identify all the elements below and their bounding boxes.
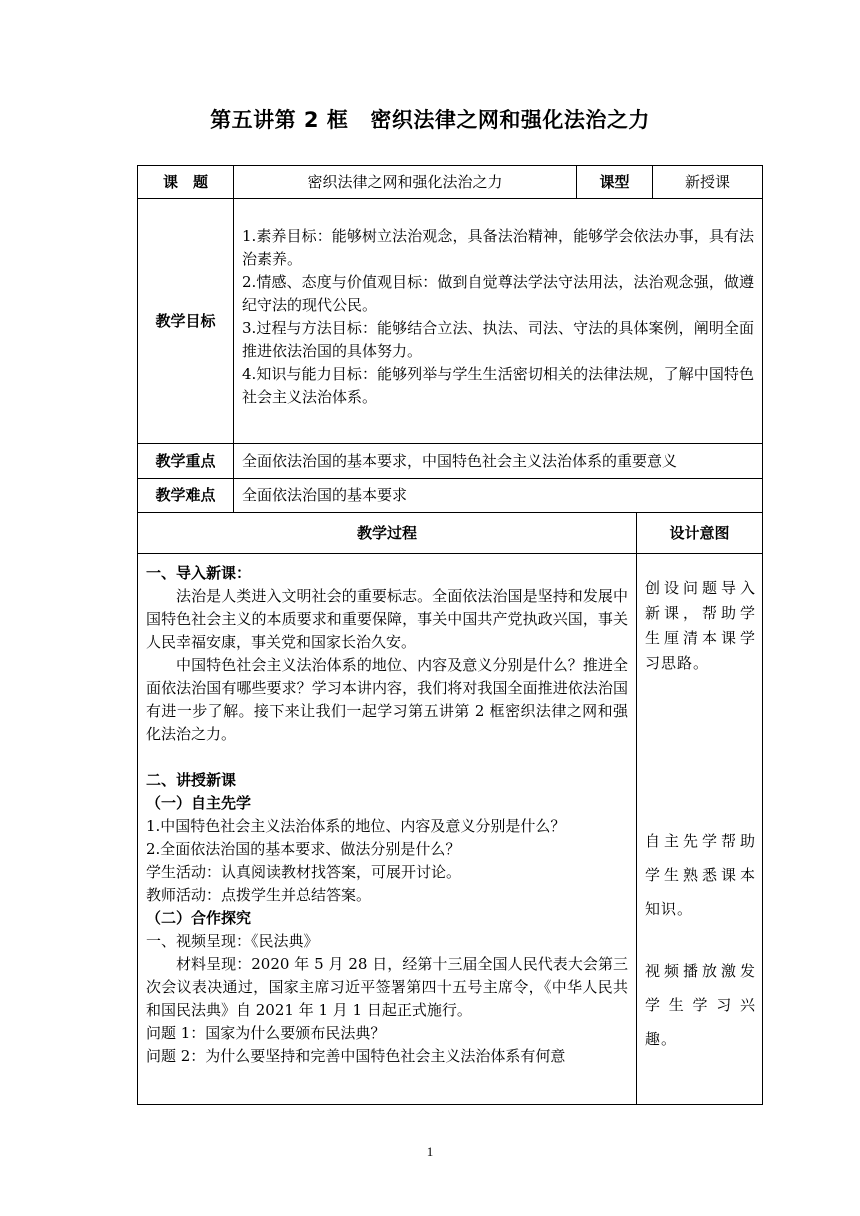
student-activity: 学生活动：认真阅读教材找答案，可展开讨论。 bbox=[146, 863, 462, 881]
question-item-2: 问题 2：为什么要坚持和完善中国特色社会主义法治体系有何意 bbox=[146, 1047, 566, 1065]
page-number: 1 bbox=[426, 1144, 434, 1159]
section-1-paragraph-1: 法治是人类进入文明社会的重要标志。全面依法治国是坚持和发展中国特色社会主义的本质要求和重要保障，事关中国共产党执政兴国，事关人民幸福安康，事关党和国家长治久安。 bbox=[146, 587, 628, 651]
type-label: 课型 bbox=[599, 172, 630, 191]
difficult-label: 教学难点 bbox=[155, 486, 216, 504]
type-value-cell bbox=[652, 165, 763, 199]
intent-header-cell bbox=[636, 512, 763, 554]
type-label-cell bbox=[576, 165, 653, 199]
intent-3: 视频播放激发学生学习兴趣。 bbox=[645, 962, 756, 1048]
process-header: 教学过程 bbox=[356, 523, 417, 542]
process-header-cell bbox=[137, 512, 637, 554]
topic-value-cell bbox=[233, 165, 577, 199]
intent-header: 设计意图 bbox=[669, 523, 730, 542]
process-cell bbox=[137, 553, 637, 1105]
intent-2: 自主先学帮助学生熟悉课本知识。 bbox=[645, 832, 756, 918]
difficult-value: 全面依法治国的基本要求 bbox=[242, 486, 408, 504]
title-part-2: 密织法律之网和强化法治之力 bbox=[370, 108, 650, 132]
key-value: 全面依法治国的基本要求，中国特色社会主义法治体系的重要意义 bbox=[242, 451, 678, 470]
objectives-label-cell bbox=[137, 198, 234, 444]
difficult-label-cell bbox=[137, 478, 234, 513]
objective-2: 2.情感、态度与价值观目标：做到自觉尊法学法守法用法，法治观念强，做遵纪守法的现代公民。 bbox=[242, 273, 754, 314]
topic-label-cell bbox=[137, 165, 234, 199]
objectives-label: 教学目标 bbox=[155, 311, 216, 330]
key-label: 教学重点 bbox=[155, 451, 216, 470]
section-2-question-1: 1.中国特色社会主义法治体系的地位、内容及意义分别是什么？ bbox=[146, 817, 566, 835]
difficult-value-cell bbox=[233, 478, 763, 513]
section-2-heading: 二、讲授新课 bbox=[146, 771, 237, 789]
section-2-question-2: 2.全面依法治国的基本要求、做法分别是什么？ bbox=[146, 840, 461, 858]
objective-3: 3.过程与方法目标：能够结合立法、执法、司法、守法的具体案例，阐明全面推进依法治国的具体努力。 bbox=[242, 319, 754, 360]
type-value: 新授课 bbox=[684, 172, 730, 191]
video-item: 一、视频呈现：《民法典》 bbox=[146, 932, 319, 950]
section-1-paragraph-2: 中国特色社会主义法治体系的地位、内容及意义分别是什么？推进全面依法治国有哪些要求？学习本讲内容，我们将对我国全面推进依法治国有进一步了解。接下来让我们一起学习第五讲第 2 框密织法律之网和强化法治之力。 bbox=[146, 656, 628, 743]
key-value-cell bbox=[233, 443, 763, 479]
intent-cell bbox=[636, 553, 763, 1105]
section-2-sub-2: （二）合作探究 bbox=[146, 909, 252, 927]
question-item-1: 问题 1：国家为什么要颁布民法典？ bbox=[146, 1024, 386, 1042]
objective-4: 4.知识与能力目标：能够列举与学生生活密切相关的法律法规，了解中国特色社会主义法治体系。 bbox=[242, 365, 754, 406]
key-label-cell bbox=[137, 443, 234, 479]
material-paragraph: 材料呈现：2020 年 5 月 28 日，经第十三届全国人民代表大会第三次会议表决通过，国家主席习近平签署第四十五号主席令，《中华人民共和国民法典》自 2021 年 1 月 1 日起正式施行。 bbox=[146, 955, 628, 1019]
blank-line bbox=[146, 746, 628, 769]
intent-1: 创设问题导入新课，帮助学生厘清本课学习思路。 bbox=[645, 579, 756, 672]
topic-label: 课 题 bbox=[162, 172, 208, 191]
title-part-1: 第五讲第 2 框 bbox=[210, 108, 349, 132]
topic-value: 密织法律之网和强化法治之力 bbox=[307, 172, 503, 191]
section-2-sub-1: （一）自主先学 bbox=[146, 794, 252, 812]
teacher-activity: 教师活动：点拨学生并总结答案。 bbox=[146, 886, 372, 904]
objectives-cell bbox=[233, 198, 763, 444]
page-title bbox=[0, 104, 860, 134]
objective-1: 1.素养目标：能够树立法治观念，具备法治精神，能够学会依法办事，具有法治素养。 bbox=[242, 227, 754, 268]
section-1-heading: 一、导入新课： bbox=[146, 564, 252, 582]
